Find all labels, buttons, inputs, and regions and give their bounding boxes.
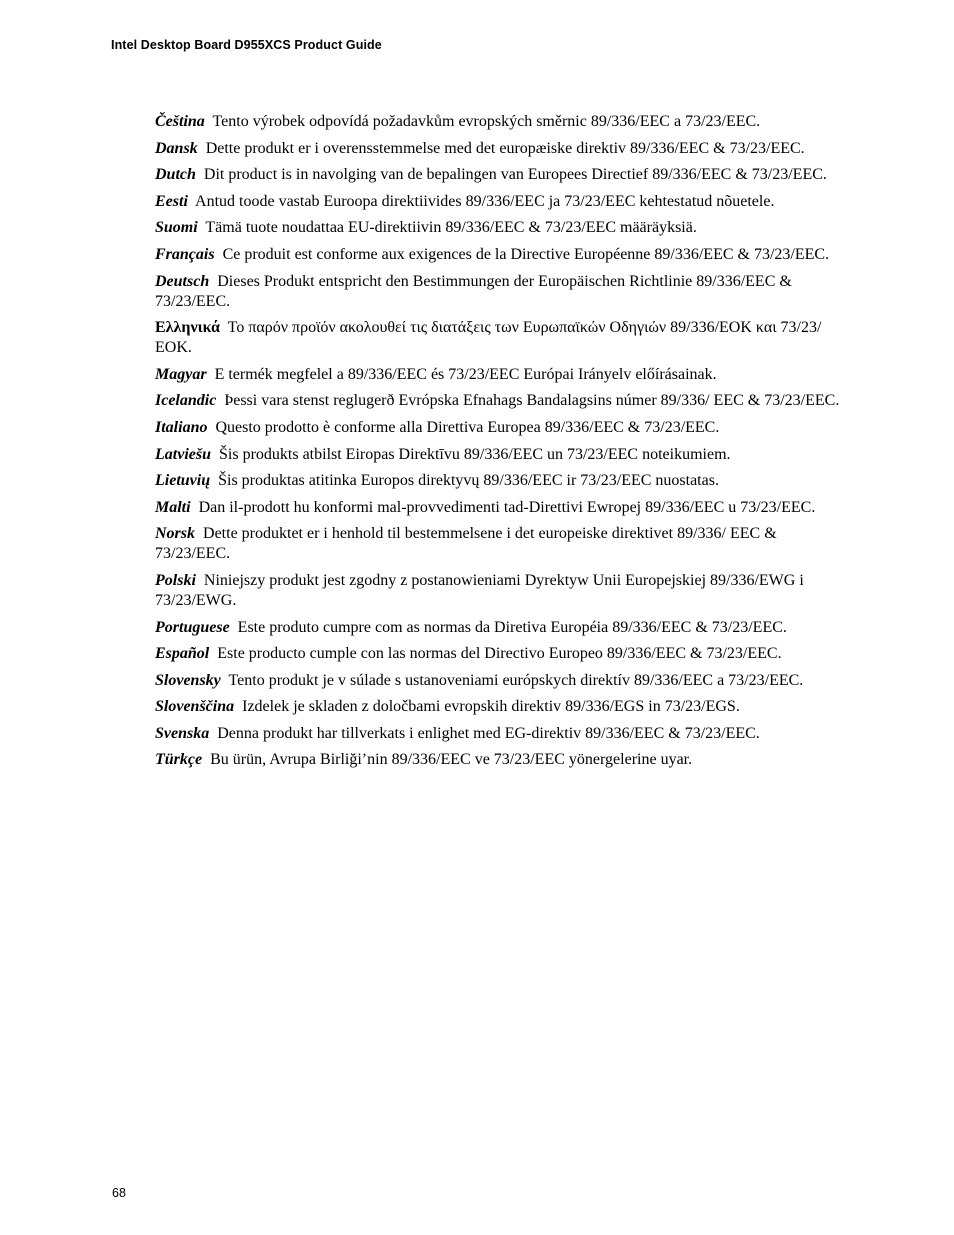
list-item	[155, 644, 855, 664]
language-name: Polski	[155, 571, 196, 589]
list-item	[155, 192, 855, 212]
language-name: Eesti	[155, 192, 188, 210]
declaration-text: Dette produkt er i overensstemmelse med det europæiske direktiv 89/336/EEC & 73/23/EEC.	[205, 139, 805, 157]
language-name: Dansk	[155, 139, 198, 157]
language-name: Türkçe	[155, 751, 203, 769]
declaration-text: Este producto cumple con las normas del Directivo Europeo 89/336/EEC & 73/23/EEC.	[217, 645, 782, 663]
declaration-text: Þessi vara stenst reglugerð Evrópska Efnahags Bandalagsins númer 89/336/ EEC & 73/23/EEC.	[224, 392, 840, 410]
declaration-text: Dan il-prodott hu konformi mal-provvedimenti tad-Direttivi Ewropej 89/336/EEC u 73/23/EEC.	[198, 498, 816, 516]
language-name: Français	[155, 245, 215, 263]
list-item	[155, 418, 855, 438]
list-item	[155, 139, 855, 159]
list-item	[155, 618, 855, 638]
declaration-text: Šis produkts atbilst Eiropas Direktīvu 89/336/EEC un 73/23/EEC noteikumiem.	[219, 445, 731, 463]
declaration-text: Tento produkt je v súlade s ustanoveniami európskych direktív 89/336/EEC a 73/23/EEC.	[228, 671, 804, 689]
list-item	[155, 724, 855, 744]
language-name: Portuguese	[155, 618, 230, 636]
list-item	[155, 272, 855, 312]
language-name: Deutsch	[155, 272, 210, 290]
declaration-text: Ce produit est conforme aux exigences de la Directive Européenne 89/336/EEC & 73/23/EEC.	[222, 245, 830, 263]
declaration-text: Šis produktas atitinka Europos direktyvų 89/336/EEC ir 73/23/EEC nuostatas.	[218, 472, 719, 490]
language-name: Latviešu	[155, 445, 211, 463]
declaration-text: Este produto cumpre com as normas da Diretiva Européia 89/336/EEC & 73/23/EEC.	[237, 618, 787, 636]
language-name: Lietuvių	[155, 472, 211, 490]
declaration-text: Bu ürün, Avrupa Birliği’nin 89/336/EEC ve 73/23/EEC yönergelerine uyar.	[210, 751, 693, 769]
list-item	[155, 245, 855, 265]
language-name: Čeština	[155, 113, 205, 130]
list-item	[155, 391, 855, 411]
language-name: Svenska	[155, 724, 210, 742]
declaration-text: Questo prodotto è conforme alla Direttiva Europea 89/336/EEC & 73/23/EEC.	[215, 418, 720, 436]
language-name: Slovensky	[155, 671, 221, 689]
list-item	[155, 471, 855, 491]
list-item	[155, 697, 855, 717]
language-name: Ελληνικά	[155, 319, 220, 337]
list-item	[155, 445, 855, 465]
list-item	[155, 165, 855, 185]
language-name: Norsk	[155, 525, 196, 543]
language-name: Español	[155, 645, 210, 663]
language-name: Icelandic	[155, 392, 217, 410]
running-header: Intel Desktop Board D955XCS Product Guide	[111, 38, 382, 52]
declaration-text: Dit product is in navolging van de bepalingen van Europees Directief 89/336/EEC & 73/23/EEC.	[203, 166, 827, 184]
declaration-text: Niniejszy produkt jest zgodny z postanowieniami Dyrektyw Unii Europejskiej 89/336/EWG i 73/23/EWG.	[155, 571, 804, 609]
declaration-text: Antud toode vastab Euroopa direktiivides 89/336/EEC ja 73/23/EEC kehtestatud nõuetele.	[195, 192, 775, 210]
declaration-text: Dieses Produkt entspricht den Bestimmungen der Europäischen Richtlinie 89/336/EEC & 73/23/EEC.	[155, 272, 792, 310]
declaration-text: Tento výrobek odpovídá požadavkům evropských směrnic 89/336/EEC a 73/23/EEC.	[212, 113, 761, 130]
declaration-text: Izdelek je skladen z določbami evropskih direktiv 89/336/EGS in 73/23/EGS.	[242, 698, 740, 716]
list-item	[155, 365, 855, 385]
declaration-text: Dette produktet er i henhold til bestemmelsene i det europeiske direktivet 89/336/ EEC & 73/23/EEC.	[155, 525, 777, 563]
language-name: Malti	[155, 498, 191, 516]
declaration-text: Tämä tuote noudattaa EU-direktiivin 89/336/EEC & 73/23/EEC määräyksiä.	[205, 219, 697, 237]
declaration-text: Το παρόν προϊόν ακολουθεί τις διατάξεις των Ευρωπαϊκών Οδηγιών 89/336/ΕΟΚ και 73/23/ΕΟΚ.	[155, 319, 822, 357]
list-item	[155, 318, 855, 358]
declaration-list	[155, 112, 855, 777]
language-name: Dutch	[155, 166, 196, 184]
list-item	[155, 112, 855, 132]
list-item	[155, 750, 855, 770]
language-name: Magyar	[155, 365, 207, 383]
language-name: Suomi	[155, 219, 198, 237]
page-number: 68	[112, 1186, 126, 1200]
language-name: Italiano	[155, 418, 208, 436]
language-name: Slovenščina	[155, 698, 235, 716]
list-item	[155, 498, 855, 518]
list-item	[155, 671, 855, 691]
list-item	[155, 524, 855, 564]
declaration-text: Denna produkt har tillverkats i enlighet med EG-direktiv 89/336/EEC & 73/23/EEC.	[217, 724, 760, 742]
list-item	[155, 571, 855, 611]
list-item	[155, 218, 855, 238]
declaration-text: E termék megfelel a 89/336/EEC és 73/23/EEC Európai Irányelv előírásainak.	[214, 365, 717, 383]
